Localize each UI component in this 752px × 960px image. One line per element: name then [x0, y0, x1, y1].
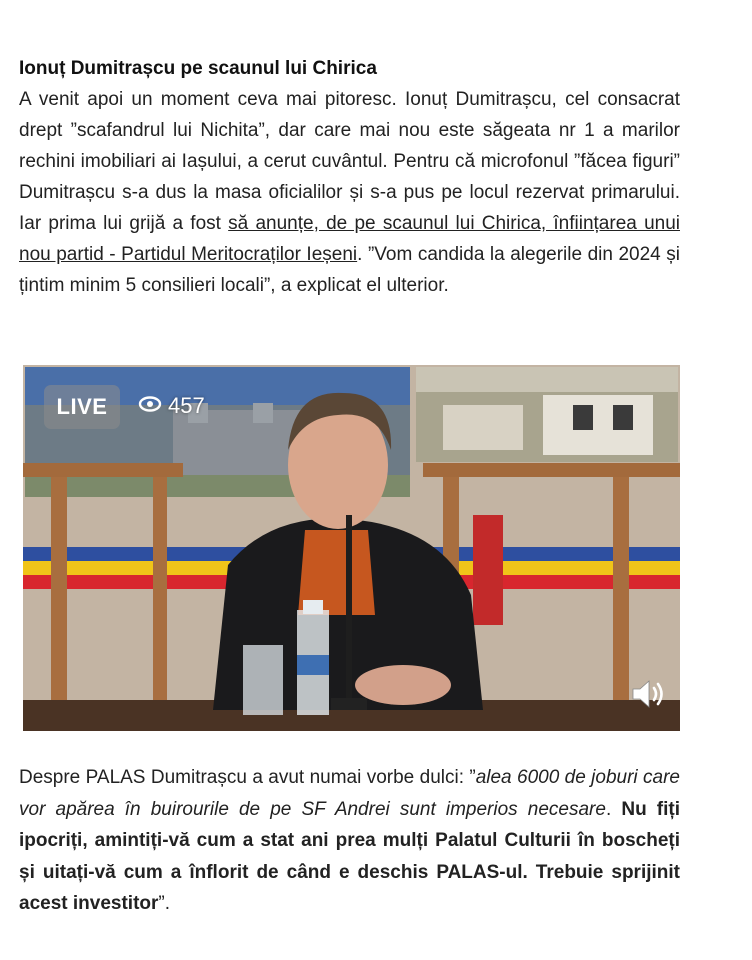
eye-icon: [138, 393, 162, 419]
party-announcement-link[interactable]: să anunțe, de pe scaunul lui Chirica, înființarea unui nou partid - Partidul Meritocraților Ieșeni: [19, 213, 680, 265]
speaker-icon[interactable]: [630, 678, 666, 715]
paragraph-text: ”.: [158, 893, 171, 914]
paragraph-text: . ”Vom candida la alegerile din 2024 și țintim minim 5 consilieri locali”, a explicat el ulterior.: [19, 244, 680, 296]
article-paragraph-2: [19, 762, 680, 920]
viewer-counter: [138, 393, 205, 419]
paragraph-text: A venit apoi un moment ceva mai pitoresc. Ionuț Dumitrașcu, cel consacrat drept ”scafandrul lui Nichita”, dar care mai nou este săgeata nr 1 a marilor rechini imobiliari ai Iașului, a cerut cuvântul. Pentru că microfonul ”făcea figuri” Dumitrașcu s-a dus la masa oficialilor și s-a pus pe locul rezervat primarului. Iar prima lui grijă a fost: [19, 89, 680, 234]
paragraph-text: Despre PALAS Dumitrașcu a avut numai vorbe dulci: ”: [19, 767, 476, 788]
article-body: [19, 56, 680, 301]
quote-bold: Nu fiți ipocriți, amintiți-vă cum a stat ani prea mulți Palatul Culturii în boscheți și uitați-vă cum a înflorit de când e deschis PALAS-ul. Trebuie sprijinit acest investitor: [19, 798, 680, 914]
live-video-player[interactable]: [23, 365, 680, 731]
paragraph-text: .: [605, 798, 622, 820]
article-paragraph-1: [19, 84, 680, 301]
quote-italic: alea 6000 de joburi care vor apărea în buirourile de pe SF Andrei sunt imperios necesare: [19, 767, 680, 820]
live-badge: LIVE: [44, 385, 120, 429]
video-frame: [23, 365, 680, 731]
viewer-count: 457: [168, 393, 205, 418]
article-heading: Ionuț Dumitrașcu pe scaunul lui Chirica: [19, 58, 377, 79]
